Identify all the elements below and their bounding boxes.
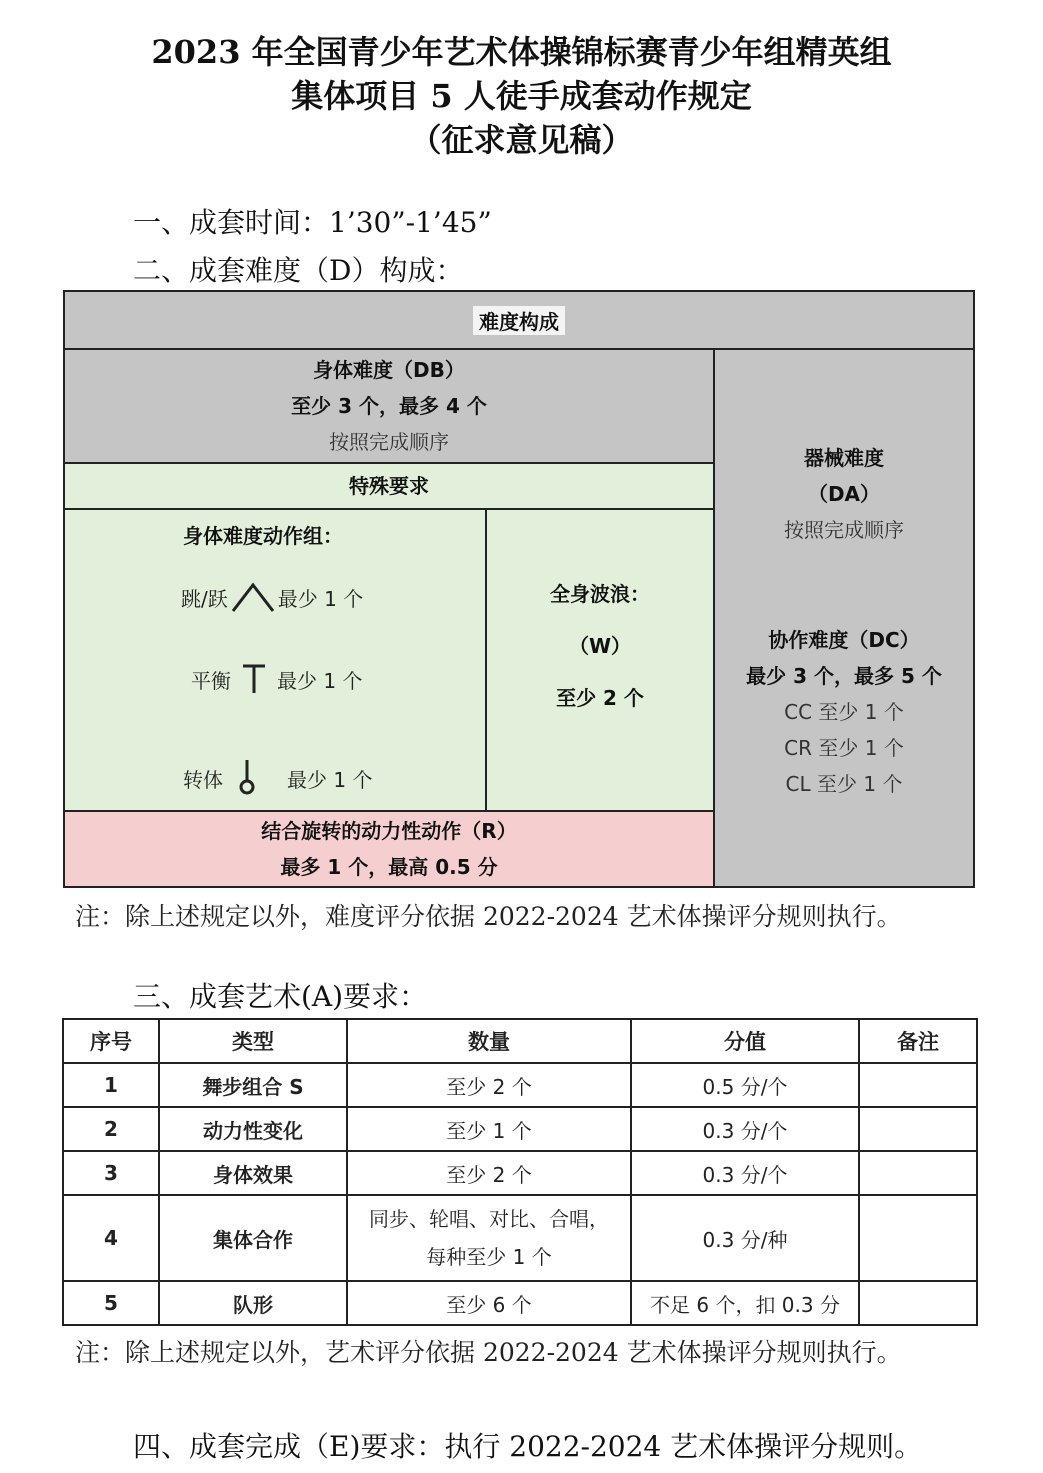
header-index: 序号 [63,1019,159,1063]
document-title-line-2: 集体项目 5 人徒手成套动作规定 [291,77,752,115]
da-order: 按照完成顺序 [784,518,904,542]
row-quantity [347,1195,631,1281]
dc-cr: CR 至少 1 个 [784,736,904,760]
body-difficulty-groups-cell [63,508,487,812]
jump-min: 最少 1 个 [277,586,364,611]
wave-min: 至少 2 个 [556,686,644,710]
row-type: 动力性变化 [159,1107,347,1151]
da-block [715,440,973,548]
note-artistic: 注：除上述规定以外，艺术评分依据 2022-2024 艺术体操评分规则执行。 [75,1338,902,1367]
row-index: 3 [63,1151,159,1195]
row-remark [859,1151,977,1195]
row-quantity: 至少 1 个 [347,1107,631,1151]
row-quantity: 至少 2 个 [347,1151,631,1195]
db-cell [63,348,715,464]
difficulty-table-header [63,290,975,350]
dc-count: 最少 3 个，最多 5 个 [746,664,942,688]
row-quantity-line-1: 同步、轮唱、对比、合唱， [369,1207,609,1231]
da-title: 器械难度 [804,446,884,470]
row-remark [859,1107,977,1151]
row-score: 0.3 分/个 [631,1107,859,1151]
table-row [63,1195,977,1281]
row-index: 4 [63,1195,159,1281]
db-title: 身体难度（DB） [313,358,465,382]
r-limit: 最多 1 个，最高 0.5 分 [280,855,498,879]
header-score: 分值 [631,1019,859,1063]
artistic-table [62,1018,978,1326]
artistic-table-header-row [63,1019,977,1063]
section-execution-requirements: 四、成套完成（E)要求：执行 2022-2024 艺术体操评分规则。 [133,1430,923,1463]
note-difficulty: 注：除上述规定以外，难度评分依据 2022-2024 艺术体操评分规则执行。 [75,902,902,931]
row-quantity: 至少 6 个 [347,1281,631,1325]
da-dc-cell [713,348,975,888]
header-remark: 备注 [859,1019,977,1063]
group-jump-row [181,580,363,614]
dc-title: 协作难度（DC） [768,628,920,652]
row-index: 5 [63,1281,159,1325]
balance-min: 最少 1 个 [277,668,363,693]
dc-cc: CC 至少 1 个 [784,700,904,724]
table-row [63,1281,977,1325]
row-type: 身体效果 [159,1151,347,1195]
special-requirements-cell [63,462,715,510]
rotation-label: 转体 [183,767,223,792]
table-row [63,1063,977,1107]
r-title: 结合旋转的动力性动作（R） [261,819,517,843]
row-type: 集体合作 [159,1195,347,1281]
row-remark [859,1063,977,1107]
section-difficulty-composition: 二、成套难度（D）构成： [133,254,464,287]
groups-title: 身体难度动作组： [183,524,343,548]
da-code: （DA） [807,482,881,506]
wave-cell [485,508,715,812]
row-score: 不足 6 个，扣 0.3 分 [631,1281,859,1325]
balance-label: 平衡 [191,668,231,693]
row-score: 0.3 分/种 [631,1195,859,1281]
dc-block [715,622,973,802]
db-count: 至少 3 个，最多 4 个 [291,394,487,418]
header-quantity: 数量 [347,1019,631,1063]
wave-code: （W） [568,634,632,658]
row-type: 队形 [159,1281,347,1325]
row-type: 舞步组合 S [159,1063,347,1107]
db-order: 按照完成顺序 [329,430,449,454]
rotation-min: 最少 1 个 [287,767,373,792]
document-title-line-1: 2023 年全国青少年艺术体操锦标赛青少年组精英组 [151,33,892,71]
row-remark [859,1281,977,1325]
rotation-symbol-icon [233,758,273,798]
jump-symbol-icon [230,580,276,614]
row-index: 1 [63,1063,159,1107]
r-cell [63,810,715,888]
group-balance-row [191,662,362,696]
row-quantity: 至少 2 个 [347,1063,631,1107]
row-remark [859,1195,977,1281]
row-quantity-line-2: 每种至少 1 个 [426,1245,552,1269]
dc-cl: CL 至少 1 个 [785,772,903,796]
row-index: 2 [63,1107,159,1151]
group-rotation-row [183,758,372,798]
jump-label: 跳/跃 [181,586,228,611]
section-artistic-requirements: 三、成套艺术(A)要求： [133,980,428,1013]
row-score: 0.3 分/个 [631,1151,859,1195]
balance-symbol-icon [237,662,271,696]
section-routine-time: 一、成套时间：1’30”-1’45” [133,206,492,239]
special-requirements-label: 特殊要求 [349,474,429,498]
row-score: 0.5 分/个 [631,1063,859,1107]
difficulty-table-header-label: 难度构成 [473,306,565,335]
wave-title: 全身波浪： [550,582,650,606]
table-row [63,1107,977,1151]
document-title-line-3: （征求意见稿） [409,121,634,159]
header-type: 类型 [159,1019,347,1063]
table-row [63,1151,977,1195]
